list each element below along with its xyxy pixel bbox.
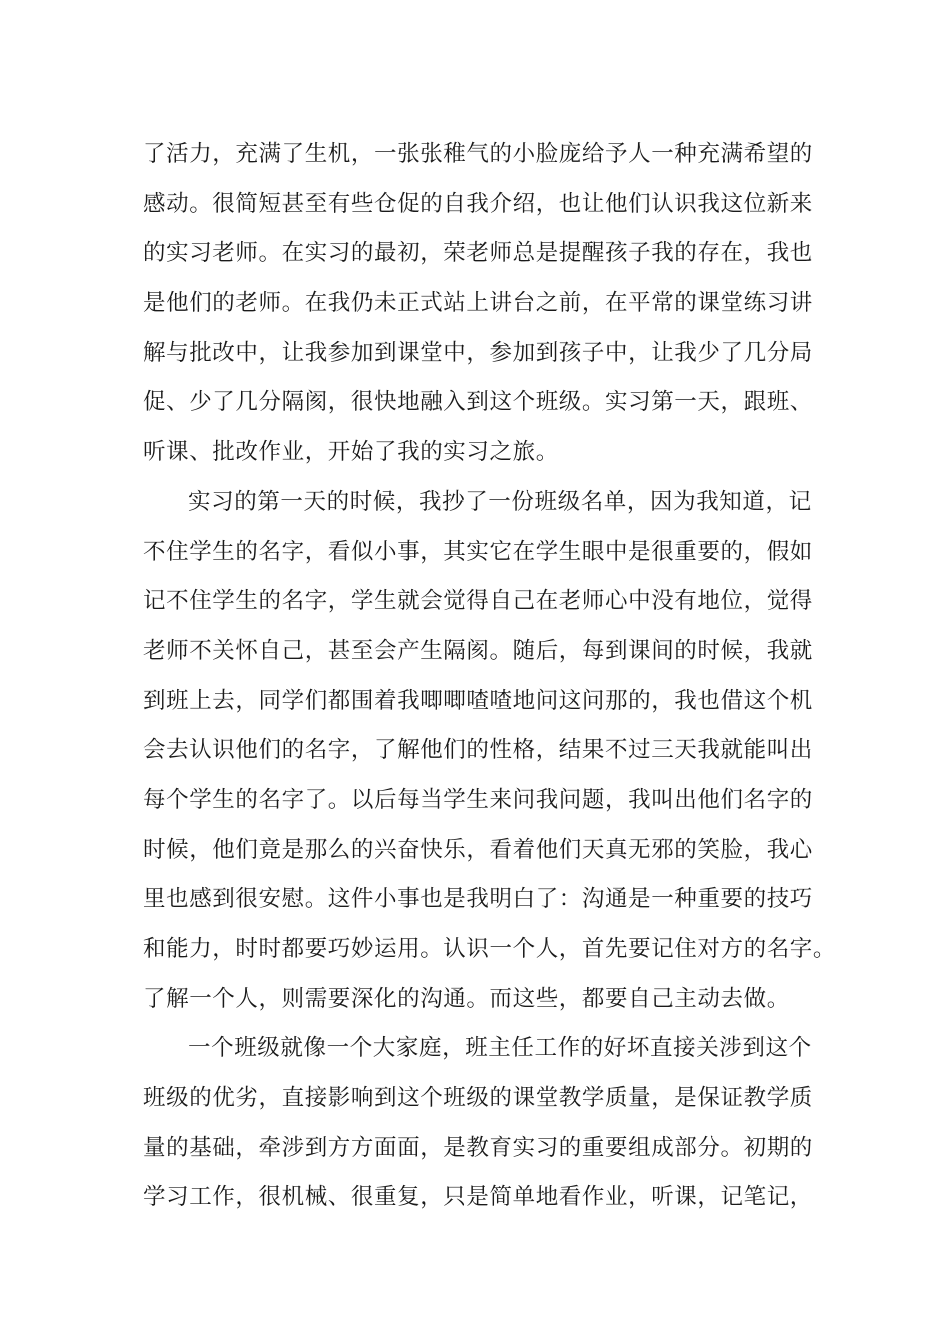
text-line: 每个学生的名字了。以后每当学生来问我问题，我叫出他们名字的 bbox=[143, 786, 813, 813]
text-line: 不住学生的名字，看似小事，其实它在学生眼中是很重要的，假如 bbox=[143, 538, 813, 565]
text-line: 量的基础，牵涉到方方面面，是教育实习的重要组成部分。初期的 bbox=[143, 1134, 813, 1161]
text-line: 听课、批改作业，开始了我的实习之旅。 bbox=[143, 439, 559, 466]
text-line: 学习工作，很机械、很重复，只是简单地看作业，听课，记笔记， bbox=[143, 1184, 813, 1211]
text-line: 了活力，充满了生机，一张张稚气的小脸庞给予人一种充满希望的 bbox=[143, 141, 813, 167]
text-line: 老师不关怀自己，甚至会产生隔阂。随后，每到课间的时候，我就 bbox=[143, 637, 813, 664]
text-line: 时候，他们竟是那么的兴奋快乐，看着他们天真无邪的笑脸，我心 bbox=[143, 836, 813, 863]
text-line: 到班上去，同学们都围着我唧唧喳喳地问这问那的，我也借这个机 bbox=[143, 687, 813, 714]
text-line: 的实习老师。在实习的最初，荣老师总是提醒孩子我的存在，我也 bbox=[143, 240, 813, 267]
paragraph-start-line: 一个班级就像一个大家庭，班主任工作的好坏直接关涉到这个 bbox=[188, 1035, 812, 1062]
text-line: 促、少了几分隔阂，很快地融入到这个班级。实习第一天，跟班、 bbox=[143, 389, 813, 416]
text-line: 是他们的老师。在我仍未正式站上讲台之前，在平常的课堂练习讲 bbox=[143, 290, 813, 317]
text-line: 记不住学生的名字，学生就会觉得自己在老师心中没有地位，觉得 bbox=[143, 588, 813, 615]
text-line: 班级的优劣，直接影响到这个班级的课堂教学质量，是保证教学质 bbox=[143, 1085, 813, 1112]
text-line: 里也感到很安慰。这件小事也是我明白了：沟通是一种重要的技巧 bbox=[143, 886, 813, 913]
paragraph-start-line: 实习的第一天的时候，我抄了一份班级名单，因为我知道，记 bbox=[188, 488, 812, 515]
text-line: 和能力，时时都要巧妙运用。认识一个人，首先要记住对方的名字。 bbox=[143, 936, 837, 962]
text-line: 了解一个人，则需要深化的沟通。而这些，都要自己主动去做。 bbox=[143, 985, 790, 1012]
text-line: 会去认识他们的名字，了解他们的性格，结果不过三天我就能叫出 bbox=[143, 737, 813, 764]
body-text bbox=[143, 130, 837, 1223]
text-line: 感动。很简短甚至有些仓促的自我介绍，也让他们认识我这位新来 bbox=[143, 190, 813, 217]
text-line: 解与批改中，让我参加到课堂中，参加到孩子中，让我少了几分局 bbox=[143, 339, 813, 366]
